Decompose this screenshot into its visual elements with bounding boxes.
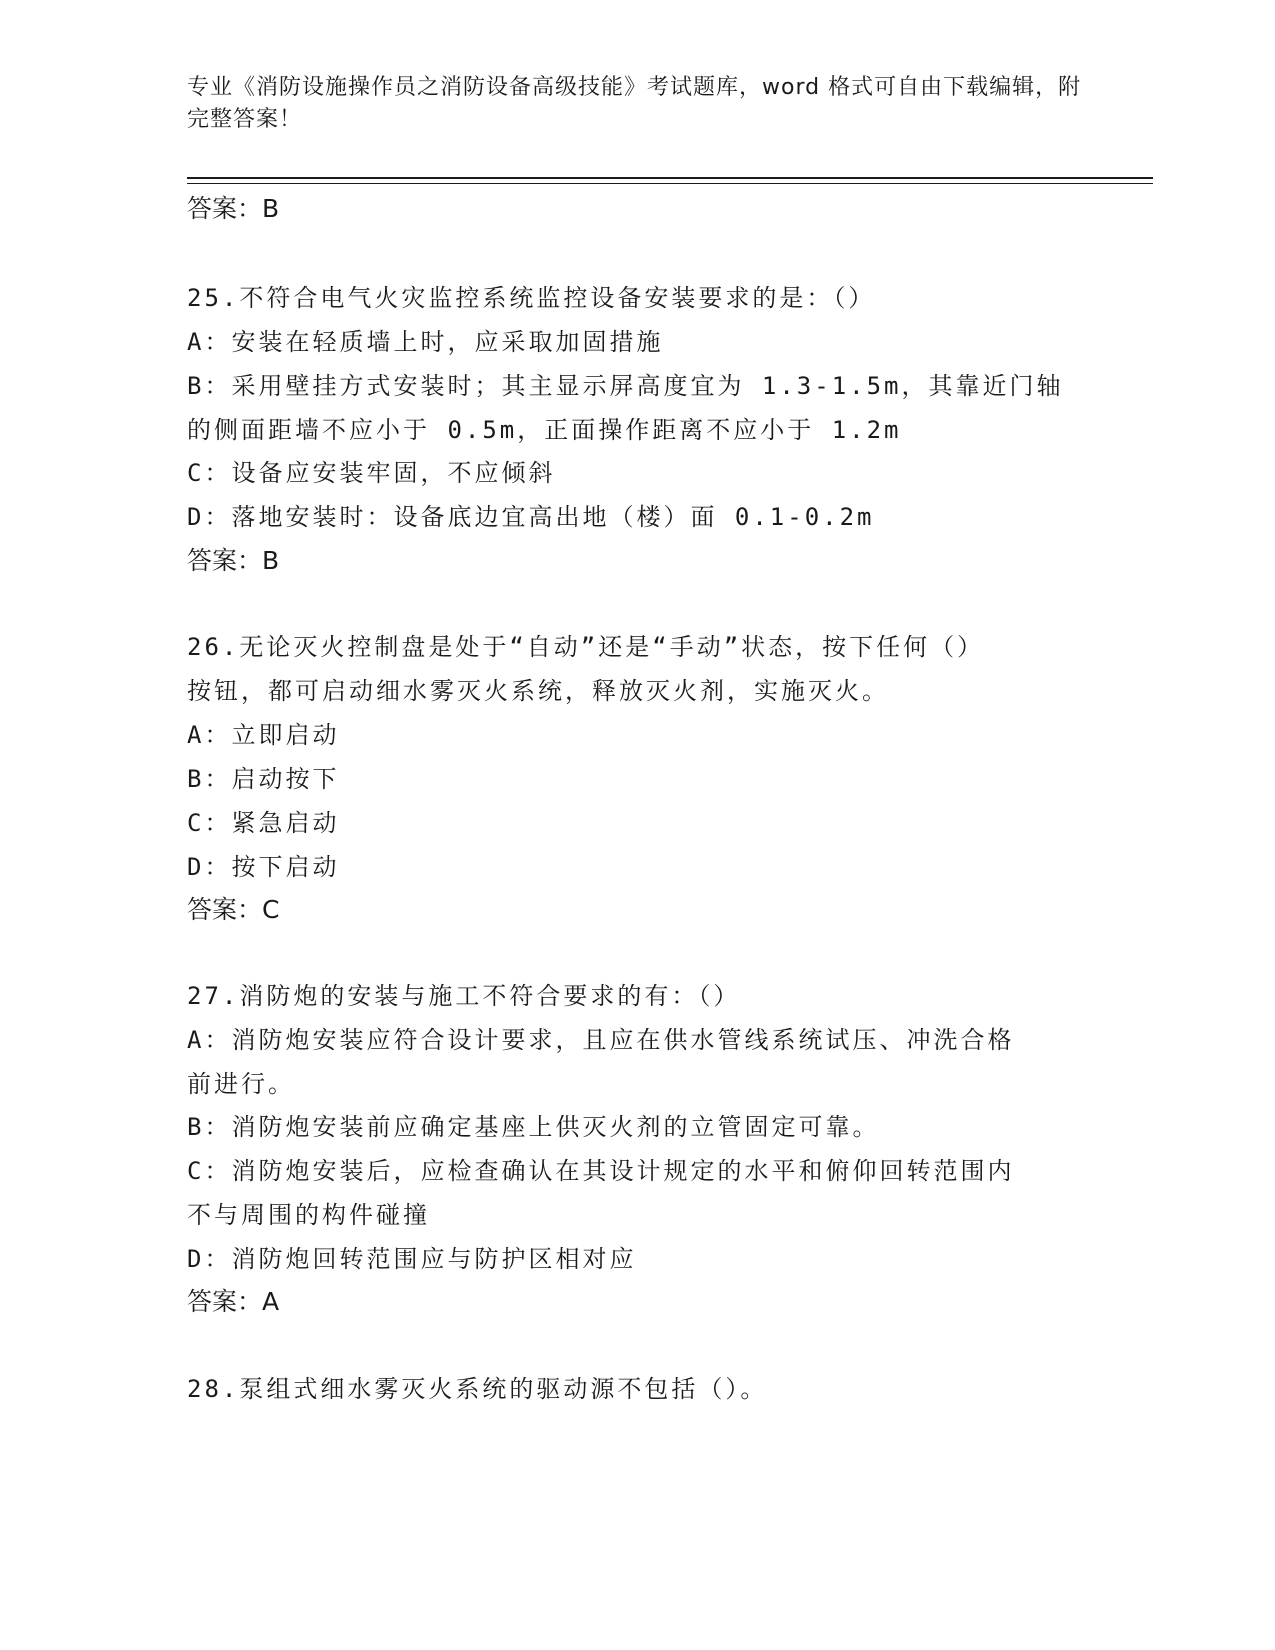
q25-stem: 25.不符合电气火灾监控系统监控设备安装要求的是：（）: [187, 284, 876, 312]
q26-option-c: C：紧急启动: [187, 809, 340, 837]
q26-answer: 答案：C: [187, 895, 280, 924]
q27-option-a-line1: A：消防炮安装应符合设计要求，且应在供水管线系统试压、冲洗合格: [187, 1026, 1015, 1054]
q26-option-a: A：立即启动: [187, 721, 340, 749]
header-divider-thin: [187, 183, 1153, 184]
q28-stem: 28.泵组式细水雾灭火系统的驱动源不包括（）。: [187, 1375, 768, 1403]
q26-option-b: B：启动按下: [187, 765, 340, 793]
q27-option-c-line1: C：消防炮安装后，应检查确认在其设计规定的水平和俯仰回转范围内: [187, 1157, 1015, 1185]
q25-option-d: D：落地安装时：设备底边宜高出地（楼）面 0.1-0.2m: [187, 503, 875, 531]
q27-answer: 答案：A: [187, 1287, 280, 1316]
q25-option-b-line2: 的侧面距墙不应小于 0.5m，正面操作距离不应小于 1.2m: [187, 416, 902, 444]
q25-option-a: A：安装在轻质墙上时，应采取加固措施: [187, 328, 664, 356]
q27-option-d: D：消防炮回转范围应与防护区相对应: [187, 1245, 637, 1273]
q25-answer: 答案：B: [187, 546, 280, 575]
q25-option-c: C：设备应安装牢固，不应倾斜: [187, 459, 556, 487]
q26-option-d: D：按下启动: [187, 853, 340, 881]
header-divider-thick: [187, 177, 1153, 179]
previous-answer: 答案：B: [187, 194, 280, 223]
q27-option-c-line2: 不与周围的构件碰撞: [187, 1201, 430, 1229]
q25-option-b-line1: B：采用壁挂方式安装时；其主显示屏高度宜为 1.3-1.5m，其靠近门轴: [187, 372, 1064, 400]
q27-stem: 27.消防炮的安装与施工不符合要求的有：（）: [187, 982, 741, 1010]
q27-option-b: B：消防炮安装前应确定基座上供灭火剂的立管固定可靠。: [187, 1113, 880, 1141]
q26-stem-line2: 按钮，都可启动细水雾灭火系统，释放灭火剂，实施灭火。: [187, 677, 889, 705]
q26-stem-line1: 26.无论灭火控制盘是处于“自动”还是“手动”状态，按下任何（）: [187, 633, 985, 661]
q27-option-a-line2: 前进行。: [187, 1070, 295, 1098]
page-header: 专业《消防设施操作员之消防设备高级技能》考试题库，word 格式可自由下载编辑，附完整答案！: [187, 75, 1082, 132]
